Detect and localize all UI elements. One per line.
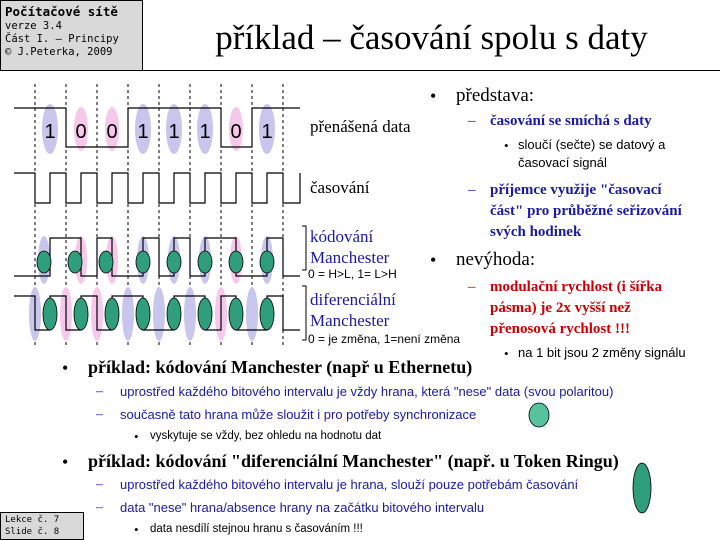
label-timing: časování: [310, 178, 370, 197]
manchester-signal: [14, 238, 300, 276]
disadv-dash-l3: přenosová rychlost !!!: [490, 321, 630, 337]
bit-6: 0: [230, 121, 242, 143]
bullet-idea: představa:: [456, 85, 535, 106]
course-name: Počítačové sítě: [5, 4, 118, 19]
slide-number: Slide č. 8: [5, 527, 60, 537]
manchester-dash-1: uprostřed každého bitového intervalu je vždy hrana, která "nese" data (svou polaritou): [120, 384, 614, 399]
manchester-clock-ellipses: [37, 251, 274, 273]
label-diff-2: Manchester: [310, 311, 390, 330]
manchester-dash-2: současně tato hrana může sloužit i pro potřeby synchronizace: [120, 407, 477, 422]
bit-0: 1: [44, 121, 56, 143]
label-manchester-2: Manchester: [310, 248, 390, 267]
slide-title: příklad – časování spolu s daty: [143, 0, 720, 71]
bit-7: 1: [261, 121, 273, 143]
course-info-box: [0, 0, 143, 71]
sync-edge-ellipse-icon: [527, 401, 551, 429]
example-manchester: příklad: kódování Manchester (např u Ethernetu): [88, 357, 473, 377]
disadv-dash-l2: pásma) je 2x vyšší než: [490, 300, 631, 316]
example-diff-manchester: příklad: kódování "diferenciální Manchester" (např. u Token Ringu): [88, 451, 619, 471]
timing-edge-ellipse-icon: [630, 460, 654, 516]
bit-4: 1: [168, 121, 180, 143]
manchester-note: 0 = H>L, 1= L>H: [308, 267, 397, 281]
idea-dash-2-l1: příjemce využije "časovací: [490, 182, 662, 198]
label-manchester-1: kódování: [310, 227, 374, 246]
label-diff-1: diferenciální: [310, 290, 396, 309]
disadv-dash-l1: modulační rychlost (i šířka: [490, 279, 663, 295]
lesson-number: Lekce č. 7: [5, 515, 60, 525]
bit-1: 0: [75, 121, 87, 143]
diff-dash-1: uprostřed každého bitového intervalu je hrana, slouží pouze potřebám časování: [120, 477, 579, 492]
diff-sub: data nesdílí stejnou hranu s časováním !!!: [150, 523, 363, 535]
idea-dash-2-l2: část" pro průběžné seřizování: [490, 203, 682, 219]
diff-bracket: [302, 286, 306, 340]
idea-dash-2-l3: svých hodinek: [490, 224, 582, 240]
manchester-sub: vyskytuje se vždy, bez ohledu na hodnotu dat: [150, 430, 382, 442]
version-text: verze 3.4: [5, 20, 62, 32]
idea-sub-1-l2: časovací signál: [518, 155, 607, 170]
author-text: © J.Peterka, 2009: [5, 46, 113, 58]
manchester-bracket: [302, 226, 306, 270]
clock-signal: [14, 173, 300, 203]
bit-5: 1: [199, 121, 211, 143]
slide-info-box: [0, 512, 84, 540]
bit-2: 0: [106, 121, 118, 143]
part-text: Část I. – Principy: [5, 33, 119, 45]
idea-sub-1-l1: sloučí (sečte) se datový a: [518, 137, 666, 152]
idea-dash-1: časování se smíchá s daty: [490, 113, 652, 129]
label-transmitted-data: přenášená data: [310, 117, 411, 136]
disadv-sub: na 1 bit jsou 2 změny signálu: [518, 345, 686, 360]
diff-dash-2: data "nese" hrana/absence hrany na začátku bitového intervalu: [120, 500, 485, 515]
diff-note: 0 = je změna, 1=není změna: [308, 332, 461, 346]
bullet-disadvantage: nevýhoda:: [456, 249, 536, 270]
bit-3: 1: [137, 121, 149, 143]
